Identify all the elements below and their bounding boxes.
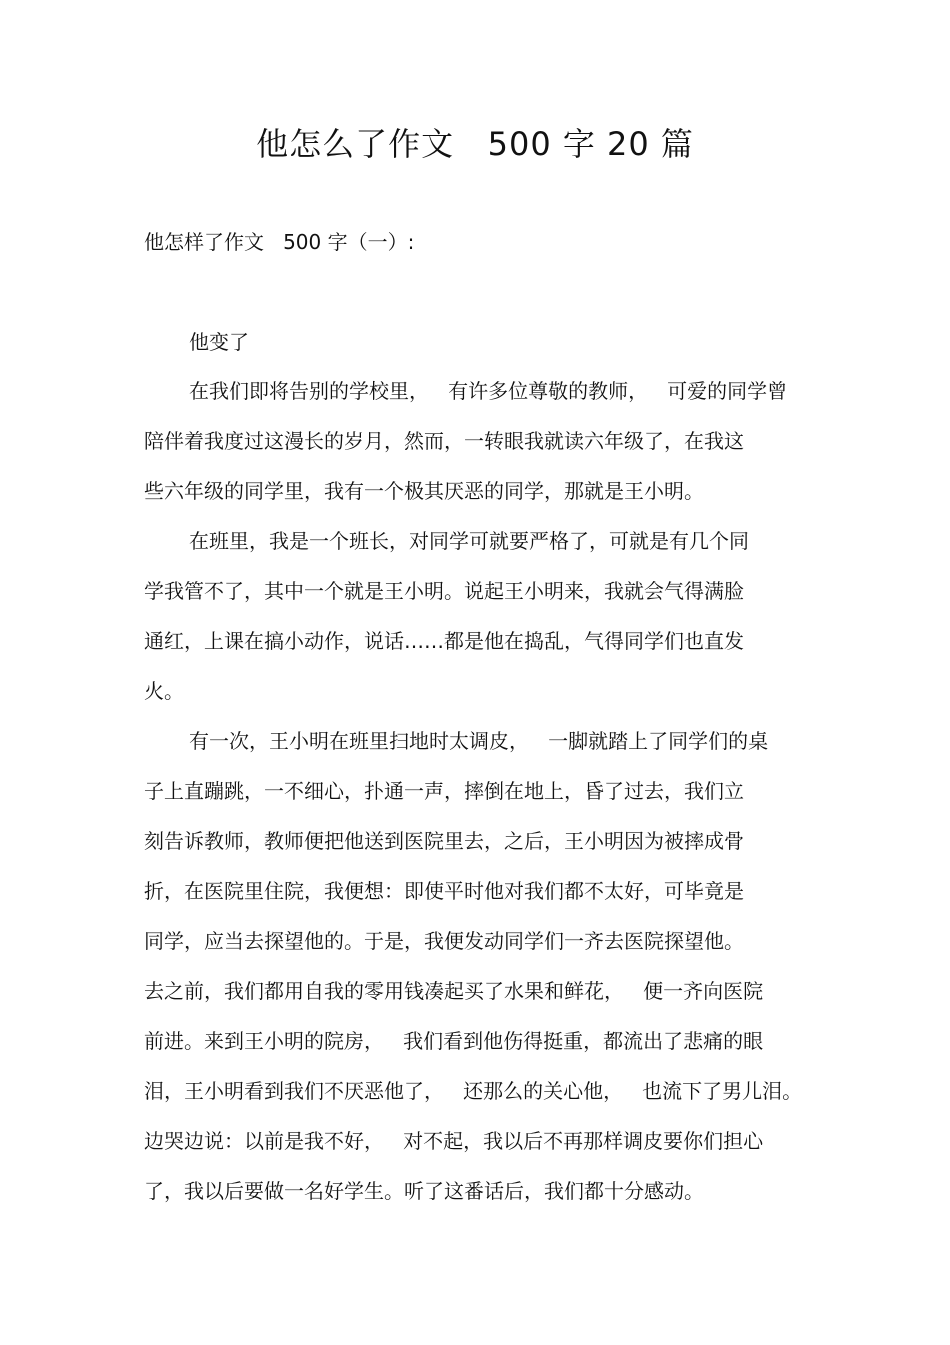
- paragraph-line: 在我们即将告别的学校里， 有许多位尊敬的教师， 可爱的同学曾: [189, 379, 788, 403]
- paragraph-line: 学我管不了，其中一个就是王小明。说起王小明来，我就会气得满脸: [144, 579, 744, 603]
- paragraph-line: 泪，王小明看到我们不厌恶他了， 还那么的关心他， 也流下了男儿泪。: [144, 1079, 803, 1103]
- paragraph-line: 去之前，我们都用自我的零用钱凑起买了水果和鲜花， 便一齐向医院: [144, 979, 764, 1003]
- paragraph-line: 折，在医院里住院，我便想：即使平时他对我们都不太好，可毕竟是: [144, 879, 744, 903]
- paragraph-line: 前进。来到王小明的院房， 我们看到他伤得挺重，都流出了悲痛的眼: [144, 1029, 764, 1053]
- paragraph-line: 子上直蹦跳，一不细心，扑通一声，摔倒在地上，昏了过去，我们立: [144, 779, 744, 803]
- paragraph-line: 有一次，王小明在班里扫地时太调皮， 一脚就踏上了同学们的桌: [189, 729, 769, 753]
- document-title: 他怎么了作文 500 字 20 篇: [256, 125, 694, 163]
- paragraph-line: 边哭边说：以前是我不好， 对不起，我以后不再那样调皮要你们担心: [144, 1129, 764, 1153]
- essay-heading: 他变了: [189, 330, 249, 354]
- paragraph-line: 火。: [144, 679, 184, 703]
- paragraph-line: 了，我以后要做一名好学生。听了这番话后，我们都十分感动。: [144, 1179, 704, 1203]
- paragraph-line: 刻告诉教师，教师便把他送到医院里去，之后，王小明因为被摔成骨: [144, 829, 744, 853]
- paragraph-line: 陪伴着我度过这漫长的岁月，然而，一转眼我就读六年级了，在我这: [144, 429, 744, 453]
- paragraph-line: 同学，应当去探望他的。于是，我便发动同学们一齐去医院探望他。: [144, 929, 744, 953]
- section-subtitle: 他怎样了作文 500 字（一）:: [144, 230, 415, 254]
- paragraph-line: 些六年级的同学里，我有一个极其厌恶的同学，那就是王小明。: [144, 479, 704, 503]
- paragraph-line: 通红，上课在搞小动作，说话……都是他在捣乱，气得同学们也直发: [144, 629, 744, 653]
- paragraph-line: 在班里，我是一个班长，对同学可就要严格了，可就是有几个同: [189, 529, 749, 553]
